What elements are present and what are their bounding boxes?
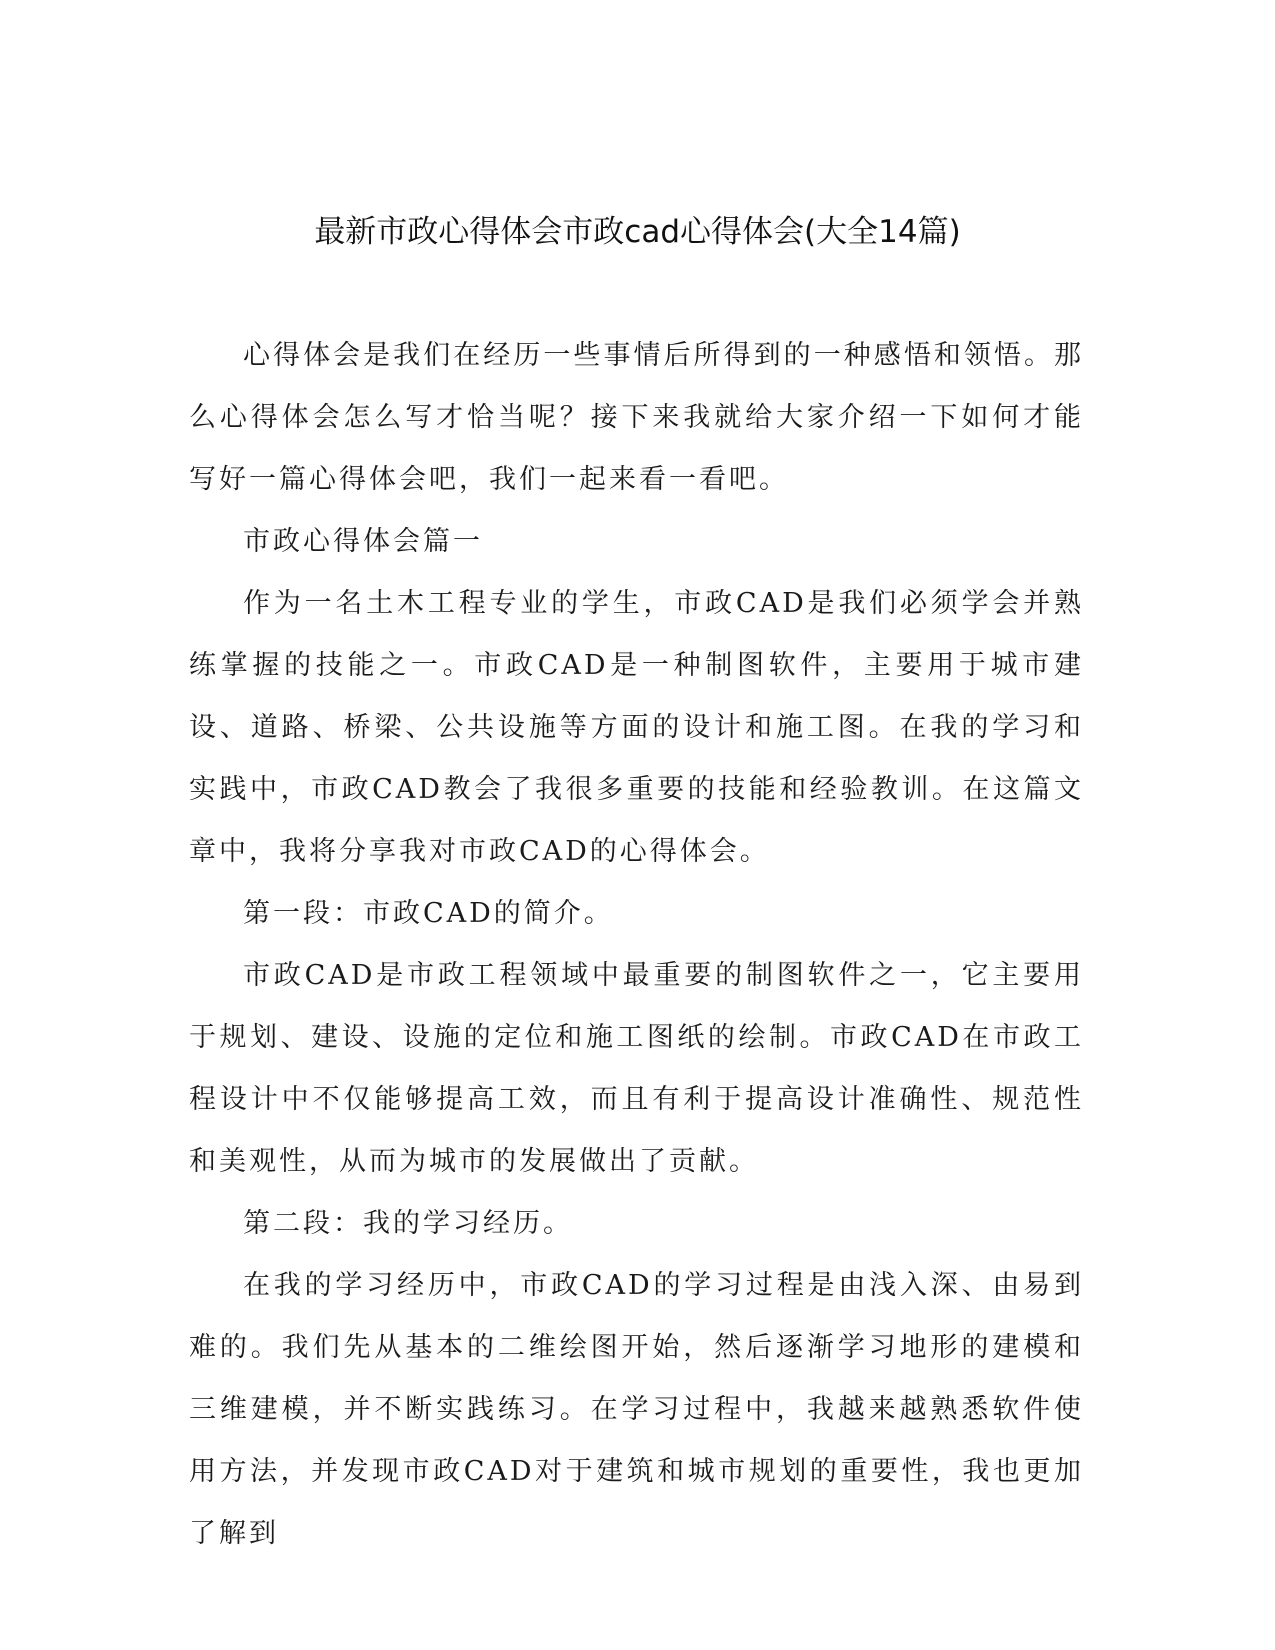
section-heading-first-segment: 第一段：市政CAD的简介。 [243, 898, 614, 929]
section-heading-second-segment: 第二段：我的学习经历。 [243, 1208, 573, 1239]
document-body [189, 325, 1084, 1565]
document-title: 最新市政心得体会市政cad心得体会(大全14篇) [314, 214, 961, 250]
paragraph: 作为一名土木工程专业的学生，市政CAD是我们必须学会并熟练掌握的技能之一。市政CAD是一种制图软件，主要用于城市建设、道路、桥梁、公共设施等方面的设计和施工图。在我的学习和实践中，市政CAD教会了我很多重要的技能和经验教训。在这篇文章中，我将分享我对市政CAD的心得体会。 [189, 588, 1084, 867]
section-heading-part-one: 市政心得体会篇一 [243, 526, 483, 557]
paragraph: 市政CAD是市政工程领域中最重要的制图软件之一，它主要用于规划、建设、设施的定位和施工图纸的绘制。市政CAD在市政工程设计中不仅能够提高工效，而且有利于提高设计准确性、规范性和美观性，从而为城市的发展做出了贡献。 [189, 960, 1084, 1177]
paragraph-intro: 心得体会是我们在经历一些事情后所得到的一种感悟和领悟。那么心得体会怎么写才恰当呢？接下来我就给大家介绍一下如何才能写好一篇心得体会吧，我们一起来看一看吧。 [189, 340, 1084, 495]
paragraph: 在我的学习经历中，市政CAD的学习过程是由浅入深、由易到难的。我们先从基本的二维绘图开始，然后逐渐学习地形的建模和三维建模，并不断实践练习。在学习过程中，我越来越熟悉软件使用方法，并发现市政CAD对于建筑和城市规划的重要性，我也更加了解到 [189, 1270, 1084, 1549]
